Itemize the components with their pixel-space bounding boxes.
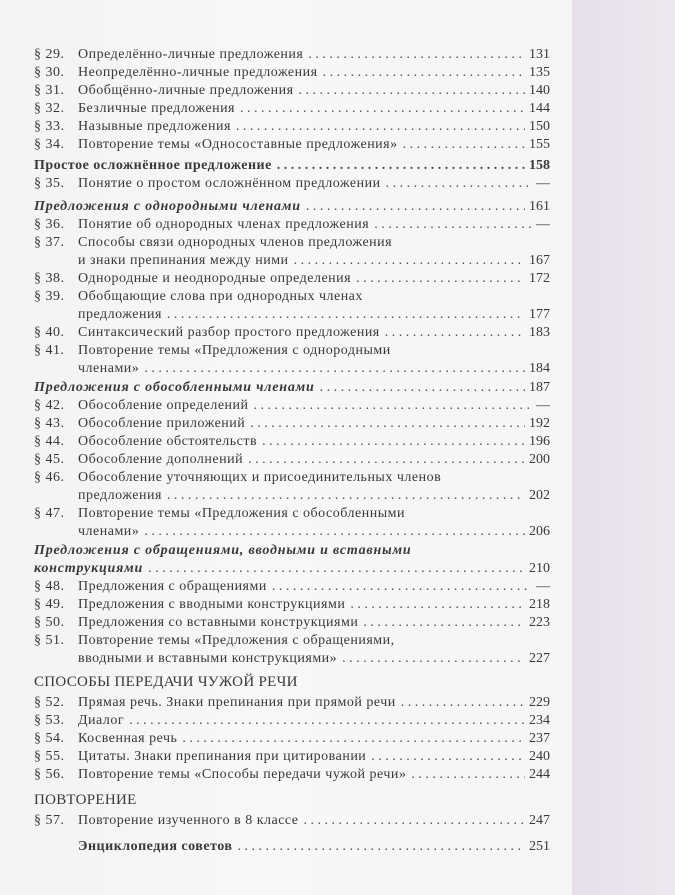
entry-title: Безличные предложения (78, 101, 235, 116)
heading-title: Простое осложнённое предложение (34, 158, 272, 173)
page-number: 135 (529, 65, 550, 80)
section-number: § 38. (34, 271, 65, 286)
heading-title: Энциклопедия советов (78, 839, 233, 854)
dot-leader (386, 175, 531, 193)
section-number: § 40. (34, 325, 65, 340)
section-number: § 52. (34, 695, 65, 710)
heading-title-continued: конструкциями (34, 561, 144, 576)
section-number: § 36. (34, 217, 65, 232)
toc-entry-34 (34, 136, 550, 154)
section-number: § 39. (34, 289, 65, 304)
toc-entry-33 (34, 118, 550, 136)
toc-entry-47-continued (78, 523, 550, 541)
toc-entry-37-continued (78, 252, 550, 270)
page-number: 223 (529, 615, 550, 630)
page-number: 161 (529, 199, 550, 214)
page-number: 155 (529, 137, 550, 152)
entry-title: Назывные предложения (78, 119, 231, 134)
toc-entry-47 (34, 505, 550, 523)
entry-title: Повторение темы «Способы передачи чужой речи» (78, 767, 407, 782)
dot-leader (182, 730, 525, 748)
page-number: — (536, 398, 550, 413)
dot-leader (240, 100, 525, 118)
heading-title: Предложения с однородными членами (34, 199, 301, 214)
toc-entry-57 (34, 812, 550, 830)
entry-title: Обособление обстоятельств (78, 434, 258, 449)
heading-title: Предложения с обособленными членами (34, 380, 315, 395)
page-number: 234 (529, 713, 550, 728)
section-number: § 44. (34, 434, 65, 449)
toc-entry-40 (34, 324, 550, 342)
toc-entry-29 (34, 46, 550, 64)
toc-heading-homogeneous-members (34, 198, 550, 216)
section-number: § 37. (34, 235, 65, 250)
entry-title: Понятие об однородных членах предложения (78, 217, 370, 232)
entry-title: Прямая речь. Знаки препинания при прямой речи (78, 695, 396, 710)
toc-entry-37 (34, 234, 550, 252)
entry-title: Повторение изученного в 8 классе (78, 813, 299, 828)
section-number: § 30. (34, 65, 65, 80)
entry-title: Косвенная речь (78, 731, 178, 746)
dot-leader (320, 379, 525, 397)
toc-chapter-reported-speech (34, 672, 550, 692)
entry-title: Обособление определений (78, 398, 249, 413)
section-number: § 50. (34, 615, 65, 630)
toc-entry-45 (34, 451, 550, 469)
dot-leader (385, 324, 525, 342)
toc-entry-53 (34, 712, 550, 730)
entry-title: Диалог (78, 713, 125, 728)
entry-title: Способы связи однородных членов предложения (78, 235, 393, 250)
toc-entry-50 (34, 614, 550, 632)
toc-entry-36 (34, 216, 550, 234)
page-number: 218 (529, 597, 550, 612)
entry-title: Понятие о простом осложнённом предложении (78, 176, 381, 191)
toc-heading-encyclopedia-of-tips (78, 838, 550, 856)
toc-entry-48 (34, 578, 550, 596)
toc-heading-addresses-introductory (34, 542, 550, 560)
section-number: § 56. (34, 767, 65, 782)
entry-title-continued: предложения (78, 307, 162, 322)
dot-leader (350, 596, 525, 614)
dot-leader (374, 216, 531, 234)
page-number: — (536, 217, 550, 232)
section-number: § 29. (34, 47, 65, 62)
toc-entry-42 (34, 397, 550, 415)
toc-entry-32 (34, 100, 550, 118)
page-number: 237 (529, 731, 550, 746)
toc-entry-44 (34, 433, 550, 451)
entry-title-continued: и знаки препинания между ними (78, 253, 289, 268)
toc-chapter-review (34, 790, 550, 810)
toc-entry-55 (34, 748, 550, 766)
page-number: 131 (529, 47, 550, 62)
dot-leader (144, 523, 525, 541)
toc-entry-30 (34, 64, 550, 82)
page-number: 177 (529, 307, 550, 322)
dot-leader (323, 64, 525, 82)
toc-heading-complicated-sentence (34, 157, 550, 175)
section-number: § 55. (34, 749, 65, 764)
dot-leader (363, 614, 525, 632)
heading-title: Предложения с обращениями, вводными и вставными (34, 543, 412, 558)
dot-leader (294, 252, 525, 270)
dot-leader (308, 46, 525, 64)
page-number: 229 (529, 695, 550, 710)
section-number: § 53. (34, 713, 65, 728)
section-number: § 42. (34, 398, 65, 413)
section-number: § 47. (34, 506, 65, 521)
page-number: — (536, 176, 550, 191)
chapter-title: СПОСОБЫ ПЕРЕДАЧИ ЧУЖОЙ РЕЧИ (34, 674, 298, 690)
entry-title: Обособление уточняющих и присоединительных членов (78, 470, 442, 485)
section-number: § 46. (34, 470, 65, 485)
page-number: 202 (529, 488, 550, 503)
toc-entry-51 (34, 632, 550, 650)
dot-leader (277, 157, 525, 175)
toc-entry-46 (34, 469, 550, 487)
entry-title: Предложения с вводными конструкциями (78, 597, 346, 612)
dot-leader (250, 415, 525, 433)
page-number: — (536, 579, 550, 594)
page-number: 251 (529, 839, 550, 854)
entry-title: Однородные и неоднородные определения (78, 271, 352, 286)
toc-entry-35 (34, 175, 550, 193)
dot-leader (272, 578, 531, 596)
entry-title: Повторение темы «Предложения с обособленными (78, 506, 405, 521)
dot-leader (299, 82, 525, 100)
entry-title: Обособление дополнений (78, 452, 244, 467)
page-number: 200 (529, 452, 550, 467)
entry-title: Повторение темы «Предложения с обращениями, (78, 633, 395, 648)
section-number: § 34. (34, 137, 65, 152)
dot-leader (148, 560, 525, 578)
entry-title: Обобщённо-личные предложения (78, 83, 294, 98)
toc-heading-addresses-introductory-continued (34, 560, 550, 578)
page-number: 150 (529, 119, 550, 134)
dot-leader (306, 198, 525, 216)
entry-title: Определённо-личные предложения (78, 47, 304, 62)
entry-title: Неопределённо-личные предложения (78, 65, 318, 80)
section-number: § 31. (34, 83, 65, 98)
toc-entry-41-continued (78, 360, 550, 378)
entry-title-continued: членами» (78, 361, 140, 376)
section-number: § 35. (34, 176, 65, 191)
page-number: 140 (529, 83, 550, 98)
page-number: 192 (529, 416, 550, 431)
toc-heading-isolated-members (34, 379, 550, 397)
entry-title: Предложения с обращениями (78, 579, 267, 594)
entry-title: Повторение темы «Односоставные предложения» (78, 137, 398, 152)
page-number: 183 (529, 325, 550, 340)
page-number: 240 (529, 749, 550, 764)
section-number: § 49. (34, 597, 65, 612)
section-number: § 32. (34, 101, 65, 116)
page-number: 196 (529, 434, 550, 449)
toc-entry-49 (34, 596, 550, 614)
dot-leader (167, 487, 525, 505)
toc-entry-38 (34, 270, 550, 288)
dot-leader (403, 136, 525, 154)
dot-leader (248, 451, 525, 469)
dot-leader (144, 360, 525, 378)
entry-title-continued: вводными и вставными конструкциями» (78, 651, 338, 666)
toc-entry-54 (34, 730, 550, 748)
dot-leader (129, 712, 525, 730)
page-background (572, 0, 675, 895)
page-number: 167 (529, 253, 550, 268)
chapter-title: ПОВТОРЕНИЕ (34, 792, 137, 808)
dot-leader (371, 748, 525, 766)
dot-leader (411, 766, 525, 784)
entry-title: Обобщающие слова при однородных членах (78, 289, 363, 304)
section-number: § 54. (34, 731, 65, 746)
toc-entry-46-continued (78, 487, 550, 505)
toc-entry-39 (34, 288, 550, 306)
dot-leader (304, 812, 525, 830)
page-number: 172 (529, 271, 550, 286)
dot-leader (254, 397, 531, 415)
toc-entry-56 (34, 766, 550, 784)
page-number: 227 (529, 651, 550, 666)
section-number: § 43. (34, 416, 65, 431)
section-number: § 41. (34, 343, 65, 358)
page-number: 158 (529, 158, 550, 173)
dot-leader (342, 650, 525, 668)
toc-entry-39-continued (78, 306, 550, 324)
toc-entry-52 (34, 694, 550, 712)
entry-title: Синтаксический разбор простого предложения (78, 325, 380, 340)
page-number: 184 (529, 361, 550, 376)
dot-leader (356, 270, 525, 288)
entry-title: Повторение темы «Предложения с однородными (78, 343, 391, 358)
dot-leader (262, 433, 525, 451)
dot-leader (401, 694, 525, 712)
page-number: 247 (529, 813, 550, 828)
page-number: 187 (529, 380, 550, 395)
entry-title: Предложения со вставными конструкциями (78, 615, 359, 630)
entry-title: Цитаты. Знаки препинания при цитировании (78, 749, 367, 764)
entry-title-continued: членами» (78, 524, 140, 539)
toc-entry-31 (34, 82, 550, 100)
page-number: 206 (529, 524, 550, 539)
page-number: 244 (529, 767, 550, 782)
toc-entry-43 (34, 415, 550, 433)
section-number: § 57. (34, 813, 65, 828)
section-number: § 51. (34, 633, 65, 648)
dot-leader (237, 838, 525, 856)
section-number: § 33. (34, 119, 65, 134)
dot-leader (236, 118, 525, 136)
entry-title-continued: предложения (78, 488, 162, 503)
page-number: 144 (529, 101, 550, 116)
toc-entry-51-continued (78, 650, 550, 668)
section-number: § 45. (34, 452, 65, 467)
page-number: 210 (529, 561, 550, 576)
dot-leader (167, 306, 525, 324)
entry-title: Обособление приложений (78, 416, 246, 431)
toc-entry-41 (34, 342, 550, 360)
section-number: § 48. (34, 579, 65, 594)
